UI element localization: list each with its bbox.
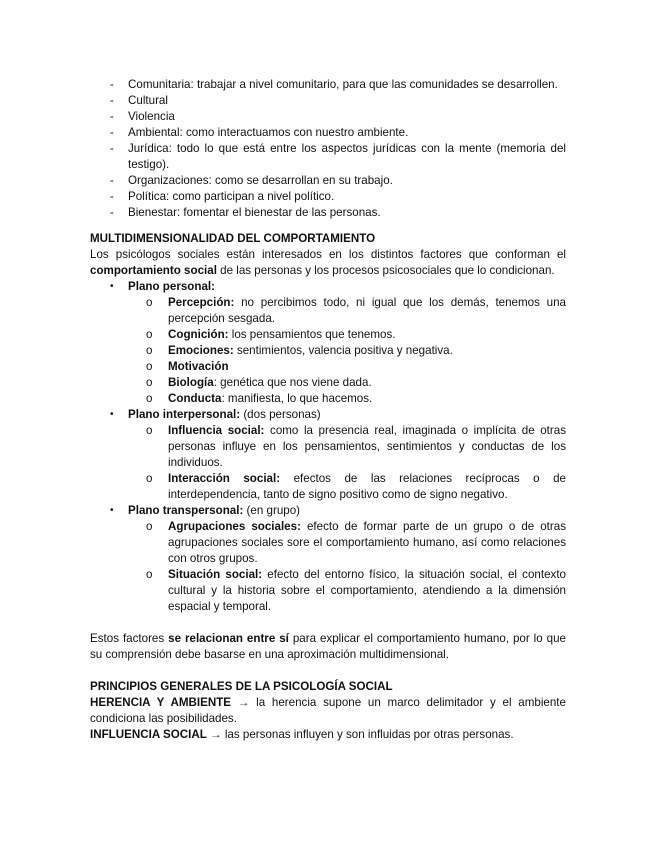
- sub-bullet-icon: o: [146, 424, 153, 437]
- intro-paragraph: Los psicólogos sociales están interesados en los distintos factores que conforman el comportamiento social de las personas y los procesos psicosociales que lo condicionan.: [90, 248, 566, 277]
- plane-transpersonal-items: [128, 519, 566, 615]
- plane-interpersonal-items: [128, 423, 566, 503]
- list-item: o Conducta: manifiesta, lo que hacemos.: [146, 392, 373, 405]
- list-item: o Cognición: los pensamientos que tenemos.: [146, 328, 396, 341]
- bullet-icon: •: [110, 409, 114, 420]
- principle-social-influence: INFLUENCIA SOCIAL → las personas influyen y son influidas por otras personas.: [90, 728, 514, 741]
- list-item: - Violencia: [90, 109, 566, 125]
- list-item: - Jurídica: todo lo que está entre los aspectos jurídicas con la mente (memoria del testigo).: [90, 141, 566, 173]
- sub-bullet-icon: o: [146, 392, 153, 405]
- list-item: - Ambiental: como interactuamos con nuestro ambiente.: [90, 125, 566, 141]
- list-item: - Cultural: [90, 93, 566, 109]
- bullet-icon: •: [110, 505, 114, 516]
- plane-transpersonal: • Plano transpersonal: (en grupo) o Agrupaciones sociales: efecto de formar parte de un grupo o de otras agrupaciones sociales sore el comportamiento humano, así como relaciones con otros grupos. o Situación social: efecto del entorno físico, la situación social, el contexto cultural y la historia sobre el comportamiento, atendiendo a la dimensión espacial y temporal.: [110, 504, 566, 613]
- application-areas-list: [90, 77, 566, 221]
- bullet-icon: •: [110, 281, 114, 292]
- spacer: [90, 615, 566, 631]
- plane-personal: • Plano personal: o Percepción: no percibimos todo, ni igual que los demás, tenemos una percepción sesgada. o Cognición: los pensamientos que tenemos. o Emociones: sentimientos, valencia positiva y negativa. o Motivación o Biología: genética que nos viene dada. o Conducta: manifiesta, lo que hacemos.: [110, 280, 566, 405]
- spacer: [90, 663, 566, 679]
- list-item: o Biología: genética que nos viene dada.: [146, 376, 372, 389]
- sub-bullet-icon: o: [146, 376, 153, 389]
- planes-list: [90, 279, 566, 615]
- list-item: o Interacción social: efectos de las relaciones recíprocas o de interdependencia, tanto de signo positivo como de signo negativo.: [146, 472, 566, 501]
- section-heading-multidimensionality: MULTIDIMENSIONALIDAD DEL COMPORTAMIENTO: [90, 232, 376, 245]
- list-item: - Organizaciones: como se desarrollan en su trabajo.: [90, 173, 566, 189]
- list-item: o Situación social: efecto del entorno físico, la situación social, el contexto cultural y la historia sobre el comportamiento, atendiendo a la dimensión espacial y temporal.: [146, 568, 566, 613]
- sub-bullet-icon: o: [146, 360, 153, 373]
- list-item: o Emociones: sentimientos, valencia positiva y negativa.: [146, 344, 453, 357]
- list-item: - Bienestar: fomentar el bienestar de las personas.: [90, 205, 566, 221]
- sub-bullet-icon: o: [146, 568, 153, 581]
- document-content: [90, 77, 566, 743]
- section-heading-principles: PRINCIPIOS GENERALES DE LA PSICOLOGÍA SOCIAL: [90, 680, 393, 693]
- principle-heredity: HERENCIA Y AMBIENTE → la herencia supone un marco delimitador y el ambiente condiciona las posibilidades.: [90, 696, 566, 725]
- sub-bullet-icon: o: [146, 472, 153, 485]
- sub-bullet-icon: o: [146, 520, 153, 533]
- sub-bullet-icon: o: [146, 296, 153, 309]
- arrow-icon: →: [237, 696, 250, 709]
- list-item: - Comunitaria: trabajar a nivel comunitario, para que las comunidades se desarrollen.: [90, 77, 566, 93]
- plane-interpersonal: • Plano interpersonal: (dos personas) o Influencia social: como la presencia real, imaginada o implícita de otras personas influye en los pensamientos, sentimientos y conductas de los individuos. o Interacción social: efectos de las relaciones recíprocas o de interdependencia, tanto de signo positivo como de signo negativo.: [110, 408, 566, 501]
- plane-personal-items: [128, 295, 566, 407]
- list-item: o Agrupaciones sociales: efecto de formar parte de un grupo o de otras agrupaciones sociales sore el comportamiento humano, así como relaciones con otros grupos.: [146, 520, 566, 565]
- sub-bullet-icon: o: [146, 328, 153, 341]
- list-item: o Percepción: no percibimos todo, ni igual que los demás, tenemos una percepción sesgada.: [146, 296, 566, 325]
- arrow-icon: →: [210, 728, 222, 741]
- sub-bullet-icon: o: [146, 344, 153, 357]
- list-item: o Motivación: [146, 360, 229, 373]
- conclusion-paragraph: Estos factores se relacionan entre sí para explicar el comportamiento humano, por lo que su comprensión debe basarse en una aproximación multidimensional.: [90, 632, 566, 661]
- list-item: - Política: como participan a nivel político.: [90, 189, 566, 205]
- list-item: o Influencia social: como la presencia real, imaginada o implícita de otras personas influye en los pensamientos, sentimientos y conductas de los individuos.: [146, 424, 566, 469]
